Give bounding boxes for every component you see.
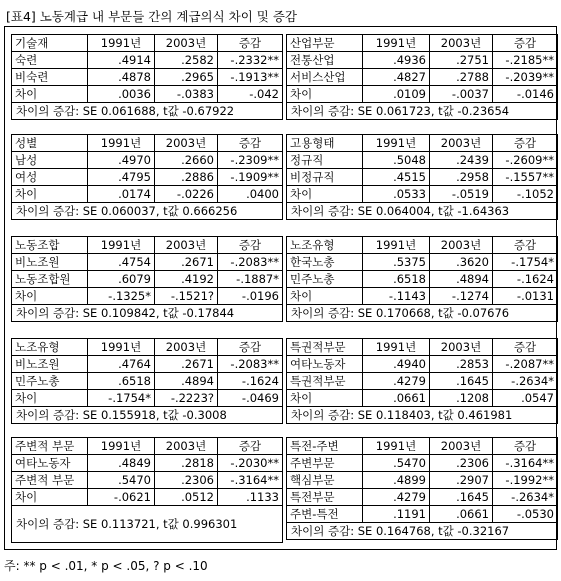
col-2003: 2003년 (430, 438, 493, 455)
stat-row (12, 305, 283, 322)
panel-table (286, 338, 558, 424)
table-row (287, 52, 558, 69)
value-2003: .2907 (430, 472, 493, 489)
value-change: -.0131 (493, 288, 558, 305)
value-1991: -.1325* (88, 288, 155, 305)
panel-header: 기술재 (12, 35, 88, 52)
table-row (12, 288, 283, 305)
col-2003: 2003년 (155, 237, 218, 254)
header-row (12, 35, 283, 52)
row-label: 차이 (287, 390, 363, 407)
value-change: -.2030** (218, 455, 283, 472)
value-change: -.1913** (218, 69, 283, 86)
panel-table (11, 437, 283, 543)
row-label: 정규직 (287, 152, 363, 169)
table-row (12, 169, 283, 186)
table-row (287, 356, 558, 373)
value-1991: -.1143 (363, 288, 430, 305)
table-row (12, 152, 283, 169)
footnote: 주: ** p < .01, * p < .05, ? p < .10 (4, 559, 208, 573)
col-1991: 1991년 (88, 438, 155, 455)
panel-header: 특전-주변 (287, 438, 363, 455)
row-label: 차이 (287, 186, 363, 203)
stat-row (12, 203, 283, 220)
value-1991: .4515 (363, 169, 430, 186)
table-row (287, 373, 558, 390)
row-label: 차이 (12, 489, 88, 506)
panel-employment (286, 134, 557, 220)
value-change: -.1909** (218, 169, 283, 186)
value-change: -.1624 (218, 373, 283, 390)
col-change: 증감 (218, 237, 283, 254)
table-row (287, 455, 558, 472)
row-label: 주변적 부문 (12, 472, 88, 489)
value-2003: .2306 (430, 455, 493, 472)
table-row (287, 288, 558, 305)
col-2003: 2003년 (430, 135, 493, 152)
row-label: 한국노총 (287, 254, 363, 271)
value-2003: .1208 (430, 390, 493, 407)
col-2003: 2003년 (155, 35, 218, 52)
table-row (287, 390, 558, 407)
value-change: -.0530 (493, 506, 558, 523)
col-2003: 2003년 (430, 339, 493, 356)
value-change: -.2083** (218, 254, 283, 271)
header-row (12, 339, 283, 356)
value-change: -.1754* (493, 254, 558, 271)
table-row (287, 86, 558, 103)
col-1991: 1991년 (88, 339, 155, 356)
value-1991: .4827 (363, 69, 430, 86)
panel-table (11, 34, 283, 120)
table-row (12, 472, 283, 489)
stat-row (12, 103, 283, 120)
value-2003: .2751 (430, 52, 493, 69)
col-2003: 2003년 (155, 135, 218, 152)
header-row (287, 237, 558, 254)
value-2003: .1645 (430, 373, 493, 390)
value-2003: -.1274 (430, 288, 493, 305)
row-label: 특권적부문 (287, 373, 363, 390)
value-1991: .1191 (363, 506, 430, 523)
panel-header: 특권적부문 (287, 339, 363, 356)
stat-text: 차이의 증감: SE 0.118403, t값 0.461981 (287, 407, 558, 424)
value-2003: .2439 (430, 152, 493, 169)
row-label: 주변부문 (287, 455, 363, 472)
col-change: 증감 (493, 438, 558, 455)
table-row (287, 472, 558, 489)
table-row (287, 186, 558, 203)
header-row (287, 339, 558, 356)
table-row (12, 52, 283, 69)
table-row (12, 254, 283, 271)
panel-skill (11, 34, 282, 120)
panel-header: 노조유형 (12, 339, 88, 356)
table-row (287, 271, 558, 288)
value-change: -.1992** (493, 472, 558, 489)
value-change: -.2185** (493, 52, 558, 69)
value-change: -.1887* (218, 271, 283, 288)
row-label: 핵심부문 (287, 472, 363, 489)
panel-union-type-nonunion (11, 338, 282, 424)
value-2003: -.0383 (155, 86, 218, 103)
col-2003: 2003년 (430, 237, 493, 254)
stat-row (287, 523, 558, 540)
header-row (287, 438, 558, 455)
value-2003: -.0226 (155, 186, 218, 203)
stat-text: 차이의 증감: SE 0.164768, t값 -0.32167 (287, 523, 558, 540)
panel-table (286, 134, 558, 220)
row-label: 민주노총 (287, 271, 363, 288)
table-row (287, 254, 558, 271)
value-2003: .2958 (430, 169, 493, 186)
stat-text: 차이의 증감: SE 0.061688, t값 -0.67922 (12, 103, 283, 120)
panel-header: 산업부문 (287, 35, 363, 52)
value-change: -.1624 (493, 271, 558, 288)
value-2003: .2788 (430, 69, 493, 86)
table-row (287, 489, 558, 506)
row-label: 비정규직 (287, 169, 363, 186)
row-label: 비숙련 (12, 69, 88, 86)
panel-table (11, 236, 283, 322)
row-label: 여성 (12, 169, 88, 186)
value-1991: .4764 (88, 356, 155, 373)
table-row (12, 86, 283, 103)
value-2003: .2886 (155, 169, 218, 186)
stat-row (12, 407, 283, 424)
value-change: .1133 (218, 489, 283, 506)
value-1991: .4970 (88, 152, 155, 169)
value-2003: .4894 (155, 373, 218, 390)
stat-text: 차이의 증감: SE 0.109842, t값 -0.17844 (12, 305, 283, 322)
value-1991: .4940 (363, 356, 430, 373)
table-row (12, 373, 283, 390)
value-1991: .4795 (88, 169, 155, 186)
value-2003: -.2223? (155, 390, 218, 407)
row-label: 민주노총 (12, 373, 88, 390)
table-row (287, 169, 558, 186)
col-2003: 2003년 (430, 35, 493, 52)
row-label: 주변-특전 (287, 506, 363, 523)
value-1991: .4754 (88, 254, 155, 271)
stat-text: 차이의 증감: SE 0.060037, t값 0.666256 (12, 203, 283, 220)
row-label: 차이 (12, 390, 88, 407)
value-1991: -.0621 (88, 489, 155, 506)
value-1991: .6518 (363, 271, 430, 288)
header-row (12, 237, 283, 254)
value-change: -.2634* (493, 489, 558, 506)
value-2003: .2660 (155, 152, 218, 169)
col-1991: 1991년 (363, 438, 430, 455)
value-2003: .4894 (430, 271, 493, 288)
value-1991: .4878 (88, 69, 155, 86)
panel-table (286, 236, 558, 322)
col-1991: 1991년 (363, 339, 430, 356)
table-row (12, 356, 283, 373)
row-label: 비노조원 (12, 356, 88, 373)
col-change: 증감 (218, 35, 283, 52)
panel-peripheral (11, 437, 282, 543)
value-2003: .2853 (430, 356, 493, 373)
col-change: 증감 (493, 237, 558, 254)
row-label: 남성 (12, 152, 88, 169)
header-row (12, 135, 283, 152)
row-label: 특전부문 (287, 489, 363, 506)
table-row (287, 506, 558, 523)
stat-row (287, 203, 558, 220)
table-row (12, 69, 283, 86)
value-1991: .4279 (363, 373, 430, 390)
col-1991: 1991년 (363, 35, 430, 52)
row-label: 비노조원 (12, 254, 88, 271)
panel-privileged-peripheral (286, 437, 557, 540)
header-row (287, 135, 558, 152)
panel-gender (11, 134, 282, 220)
panel-table (11, 338, 283, 424)
header-row (12, 438, 283, 455)
value-change: -.3164** (493, 455, 558, 472)
row-label: 여타노동자 (287, 356, 363, 373)
value-change: .0400 (218, 186, 283, 203)
value-1991: .5375 (363, 254, 430, 271)
value-2003: .2671 (155, 254, 218, 271)
value-change: -.2039** (493, 69, 558, 86)
row-label: 노동조합원 (12, 271, 88, 288)
row-label: 서비스산업 (287, 69, 363, 86)
panel-privileged (286, 338, 557, 424)
col-1991: 1991년 (88, 35, 155, 52)
stat-row (287, 305, 558, 322)
value-change: -.2609** (493, 152, 558, 169)
table-row (12, 271, 283, 288)
value-change: .0547 (493, 390, 558, 407)
row-label: 차이 (12, 288, 88, 305)
col-1991: 1991년 (363, 237, 430, 254)
value-change: -.042 (218, 86, 283, 103)
value-2003: .2965 (155, 69, 218, 86)
panel-industry (286, 34, 557, 120)
value-2003: .2818 (155, 455, 218, 472)
table-title: [표4] 노동계급 내 부문들 간의 계급의식 차이 및 증감 (6, 9, 297, 24)
value-1991: .4936 (363, 52, 430, 69)
value-1991: .5470 (363, 455, 430, 472)
value-change: -.0469 (218, 390, 283, 407)
value-1991: .6079 (88, 271, 155, 288)
stat-text: 차이의 증감: SE 0.064004, t값 -1.64363 (287, 203, 558, 220)
table-row (12, 489, 283, 506)
value-2003: .2306 (155, 472, 218, 489)
value-change: -.3164** (218, 472, 283, 489)
value-change: -.2083** (218, 356, 283, 373)
col-change: 증감 (493, 135, 558, 152)
value-2003: -.0519 (430, 186, 493, 203)
value-change: -.0146 (493, 86, 558, 103)
stat-row (12, 506, 283, 543)
panel-union (11, 236, 282, 322)
stat-text: 차이의 증감: SE 0.113721, t값 0.996301 (12, 506, 283, 543)
header-row (287, 35, 558, 52)
col-change: 증감 (493, 35, 558, 52)
row-label: 차이 (287, 86, 363, 103)
table-row (12, 390, 283, 407)
panel-header: 노동조합 (12, 237, 88, 254)
stat-row (287, 103, 558, 120)
col-change: 증감 (218, 135, 283, 152)
value-1991: .4849 (88, 455, 155, 472)
value-1991: .4914 (88, 52, 155, 69)
panel-header: 성별 (12, 135, 88, 152)
value-change: -.2332** (218, 52, 283, 69)
value-1991: .5048 (363, 152, 430, 169)
panel-table (286, 34, 558, 120)
value-1991: .4279 (363, 489, 430, 506)
row-label: 전통산업 (287, 52, 363, 69)
value-2003: .3620 (430, 254, 493, 271)
value-2003: .4192 (155, 271, 218, 288)
table-row (287, 69, 558, 86)
value-change: -.2634* (493, 373, 558, 390)
table-row (287, 152, 558, 169)
stat-text: 차이의 증감: SE 0.061723, t값 -0.23654 (287, 103, 558, 120)
stat-text: 차이의 증감: SE 0.170668, t값 -0.07676 (287, 305, 558, 322)
value-change: -.0196 (218, 288, 283, 305)
value-2003: -.0037 (430, 86, 493, 103)
panel-header: 노조유형 (287, 237, 363, 254)
col-change: 증감 (493, 339, 558, 356)
row-label: 숙련 (12, 52, 88, 69)
value-1991: .0661 (363, 390, 430, 407)
panel-header: 고용형태 (287, 135, 363, 152)
value-change: -.1557** (493, 169, 558, 186)
value-1991: .0533 (363, 186, 430, 203)
table-row (12, 186, 283, 203)
value-1991: .0174 (88, 186, 155, 203)
value-change: -.1052 (493, 186, 558, 203)
col-change: 증감 (218, 339, 283, 356)
panel-union-type (286, 236, 557, 322)
value-2003: .2582 (155, 52, 218, 69)
value-2003: .0661 (430, 506, 493, 523)
value-1991: .6518 (88, 373, 155, 390)
col-1991: 1991년 (363, 135, 430, 152)
row-label: 차이 (12, 186, 88, 203)
panel-table (11, 134, 283, 220)
value-1991: .0109 (363, 86, 430, 103)
stat-row (287, 407, 558, 424)
col-1991: 1991년 (88, 135, 155, 152)
panel-header: 주변적 부문 (12, 438, 88, 455)
value-1991: .4899 (363, 472, 430, 489)
value-1991: .0036 (88, 86, 155, 103)
value-2003: .0512 (155, 489, 218, 506)
value-1991: .5470 (88, 472, 155, 489)
row-label: 여타노동자 (12, 455, 88, 472)
row-label: 차이 (12, 86, 88, 103)
stat-text: 차이의 증감: SE 0.155918, t값 -0.3008 (12, 407, 283, 424)
value-1991: -.1754* (88, 390, 155, 407)
col-change: 증감 (218, 438, 283, 455)
value-change: -.2087** (493, 356, 558, 373)
col-1991: 1991년 (88, 237, 155, 254)
col-2003: 2003년 (155, 339, 218, 356)
value-2003: .2671 (155, 356, 218, 373)
col-2003: 2003년 (155, 438, 218, 455)
row-label: 차이 (287, 288, 363, 305)
panel-table (286, 437, 558, 540)
table-row (12, 455, 283, 472)
value-2003: .1645 (430, 489, 493, 506)
value-2003: -.1521? (155, 288, 218, 305)
value-change: -.2309** (218, 152, 283, 169)
